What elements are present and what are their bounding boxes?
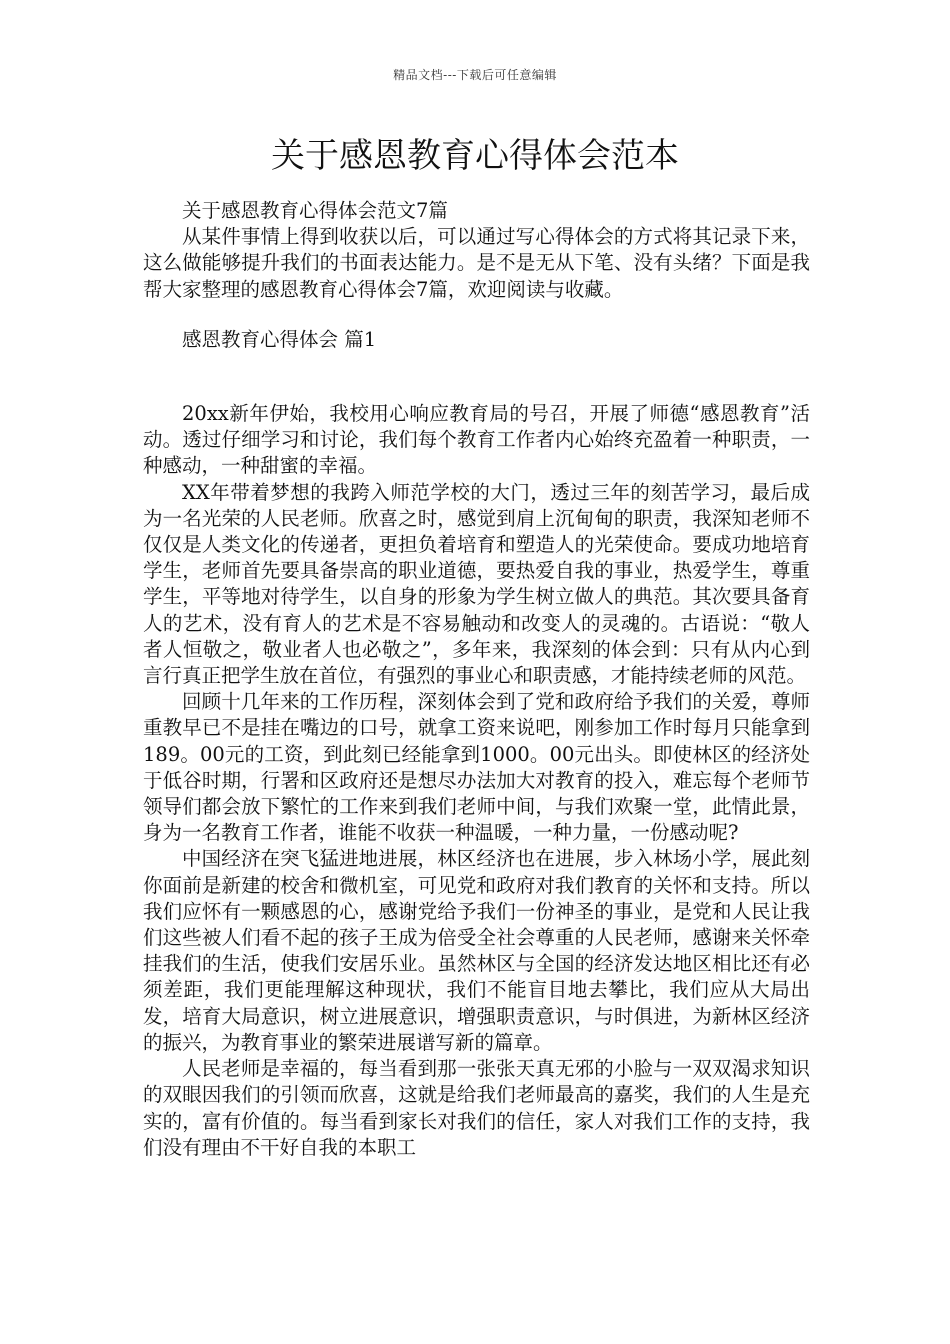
document-body	[143, 198, 810, 1161]
section-heading: 感恩教育心得体会 篇1	[182, 327, 377, 351]
body-paragraph: XX年带着梦想的我跨入师范学校的大门，透过三年的刻苦学习，最后成为一名光荣的人民老师。欣喜之时，感觉到肩上沉甸甸的职责，我深知老师不仅仅是人类文化的传递者，更担负着培育和塑造人的光荣使命。要成功地培育学生，老师首先要具备崇高的职业道德，要热爱自我的事业，热爱学生，尊重学生，平等地对待学生，以自身的形象为学生树立做人的典范。其次要具备育人的艺术，没有育人的艺术是不容易触动和改变人的灵魂的。古语说：“敬人者人恒敬之，敬业者人也必敬之”，多年来，我深刻的体会到：只有从内心到言行真正把学生放在首位，有强烈的事业心和职责感，才能持续老师的风范。	[143, 480, 810, 688]
body-paragraph: 回顾十几年来的工作历程，深刻体会到了党和政府给予我们的关爱，尊师重教早已不是挂在嘴边的口号，就拿工资来说吧，刚参加工作时每月只能拿到189。00元的工资，到此刻已经能拿到1000。00元出头。即使林区的经济处于低谷时期，行署和区政府还是想尽办法加大对教育的投入，难忘每个老师节领导们都会放下繁忙的工作来到我们老师中间，与我们欢聚一堂，此情此景，身为一名教育工作者，谁能不收获一种温暖，一种力量，一份感动呢?	[143, 690, 810, 845]
body-paragraph: 人民老师是幸福的，每当看到那一张张天真无邪的小脸与一双双渴求知识的双眼因我们的引领而欣喜，这就是给我们老师最高的嘉奖，我们的人生是充实的，富有价值的。每当看到家长对我们的信任，家人对我们工作的支持，我们没有理由不干好自我的本职工	[143, 1057, 810, 1159]
body-paragraph: 20xx新年伊始，我校用心响应教育局的号召，开展了师德“感恩教育”活动。透过仔细学习和讨论，我们每个教育工作者内心始终充盈着一种职责，一种感动，一种甜蜜的幸福。	[143, 402, 810, 478]
intro-paragraph: 从某件事情上得到收获以后，可以通过写心得体会的方式将其记录下来，这么做能够提升我们的书面表达能力。是不是无从下笔、没有头绪？下面是我帮大家整理的感恩教育心得体会7篇，欢迎阅读与收藏。	[143, 225, 810, 301]
document-title: 关于感恩教育心得体会范本	[271, 136, 679, 176]
body-paragraph: 中国经济在突飞猛进地进展，林区经济也在进展，步入林场小学，展此刻你面前是新建的校舍和微机室，可见党和政府对我们教育的关怀和支持。所以我们应怀有一颗感恩的心，感谢党给予我们一份神圣的事业，是党和人民让我们这些被人们看不起的孩子王成为倍受全社会尊重的人民老师，感谢来关怀牵挂我们的生活，使我们安居乐业。虽然林区与全国的经济发达地区相比还有必须差距，我们更能理解这种现状，我们不能盲目地去攀比，我们应从大局出发，培育大局意识，树立进展意识，增强职责意识，与时俱进，为新林区经济的振兴，为教育事业的繁荣进展谱写新的篇章。	[143, 847, 810, 1054]
document-header-note: 精品文档---下载后可任意编辑	[393, 68, 557, 82]
document-subtitle: 关于感恩教育心得体会范文7篇	[182, 199, 448, 222]
section-spacer	[143, 377, 810, 401]
